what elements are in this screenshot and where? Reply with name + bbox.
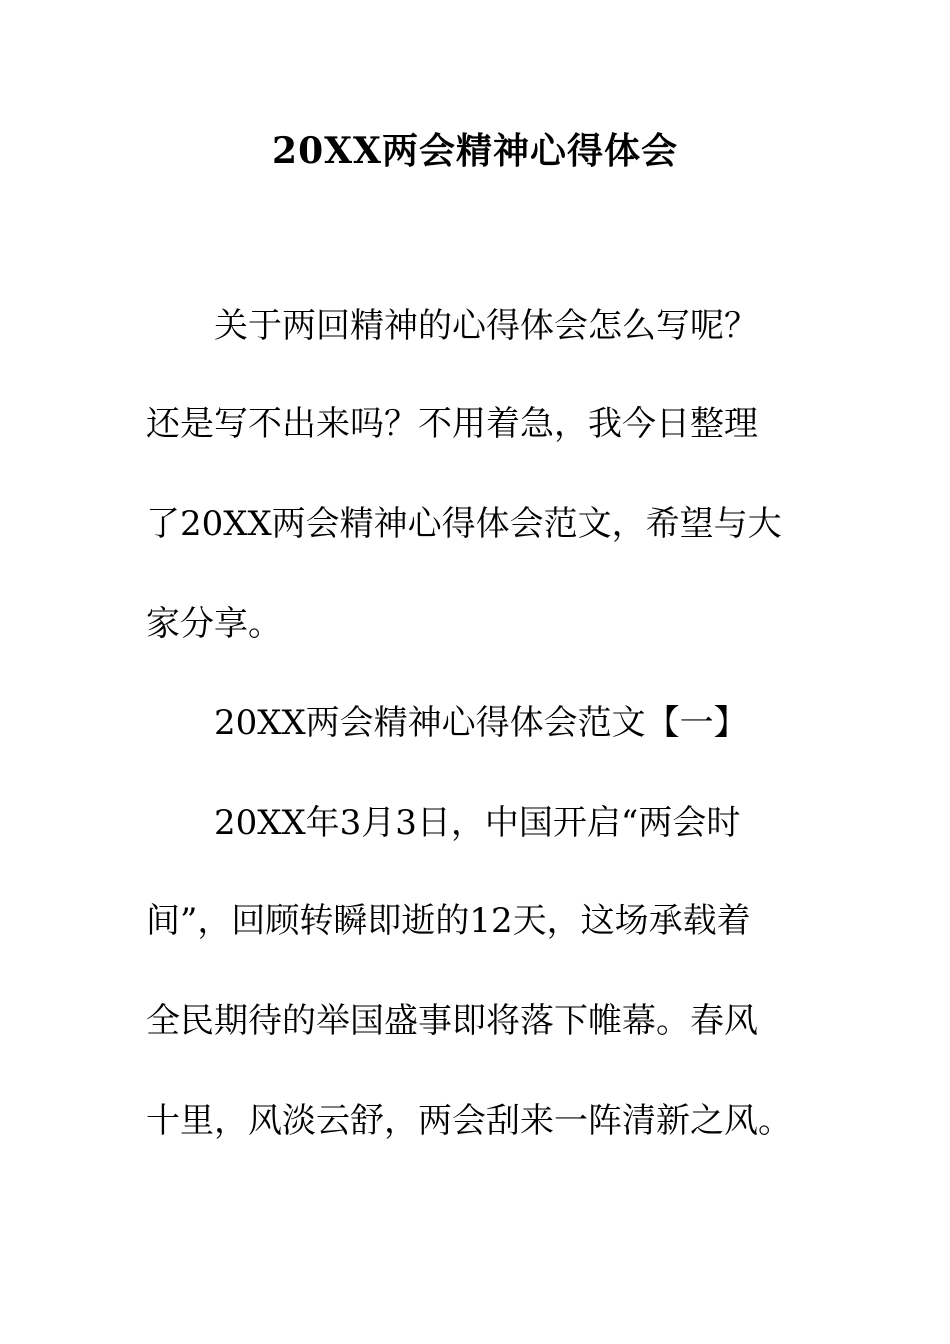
paragraph-line: 了20XX两会精神心得体会范文，希望与大 (146, 504, 782, 544)
paragraph-line: 还是写不出来吗？不用着急，我今日整理 (146, 404, 758, 444)
paragraph-line: 全民期待的举国盛事即将落下帷幕。春风 (146, 1001, 758, 1041)
document-title: 20XX两会精神心得体会 (272, 130, 678, 172)
paragraph-line: 20XX年3月3日，中国开启“两会时 (214, 803, 741, 843)
section-heading: 20XX两会精神心得体会范文【一】 (214, 703, 748, 743)
paragraph-line: 家分享。 (146, 604, 282, 644)
paragraph-line: 十里，风淡云舒，两会刮来一阵清新之风。 (146, 1101, 792, 1141)
paragraph-line: 关于两回精神的心得体会怎么写呢？ (214, 306, 758, 346)
paragraph-line: 间”，回顾转瞬即逝的12天，这场承载着 (146, 901, 751, 941)
